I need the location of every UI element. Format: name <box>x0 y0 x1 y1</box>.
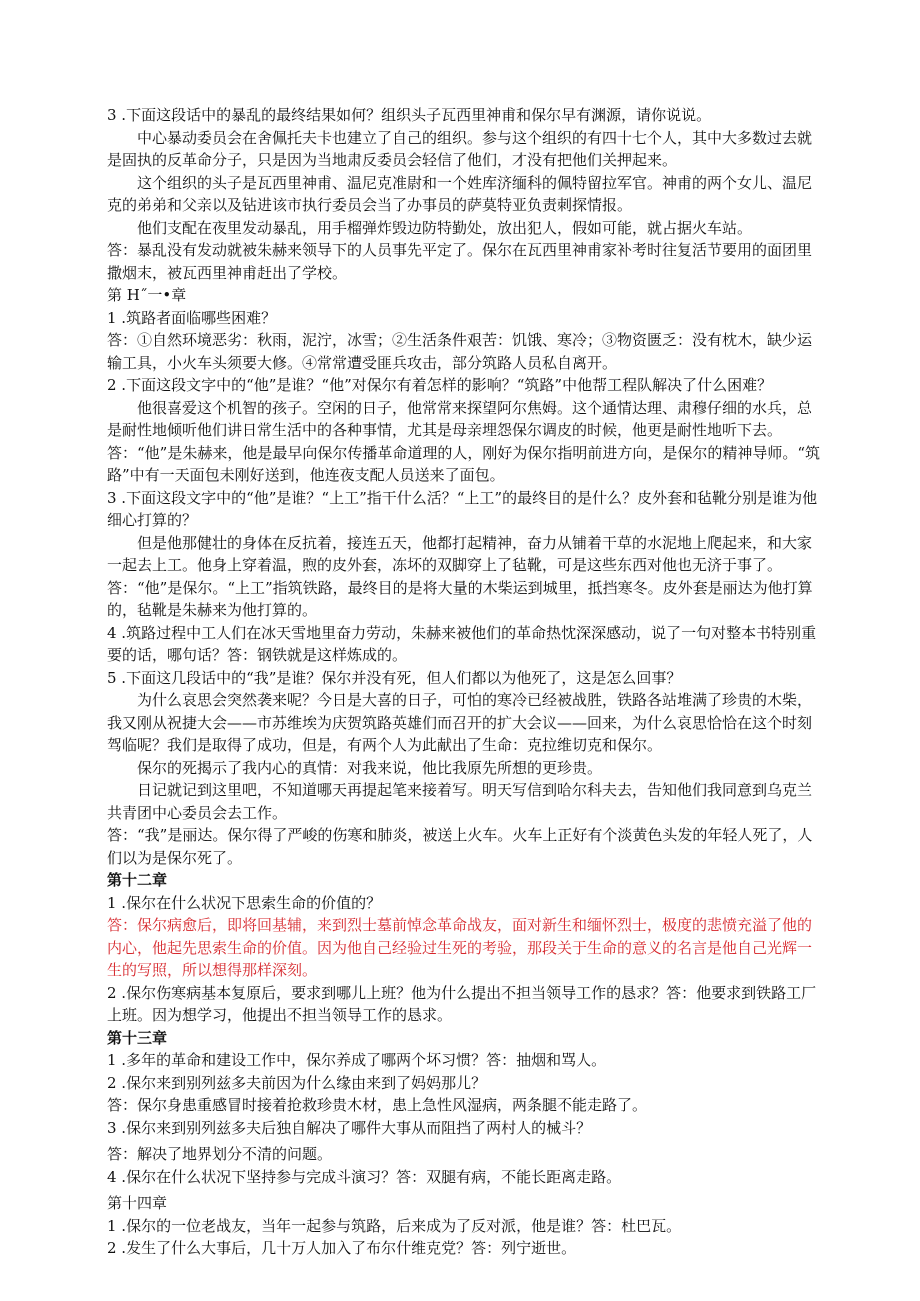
quoted-paragraph: 中心暴动委员会在舍佩托夫卡也建立了自己的组织。参与这个组织的有四十七个人，其中大多数过去就是固执的反革命分子，只是因为当地肃反委员会轻信了他们，才没有把他们关押起来。 <box>107 128 813 169</box>
quoted-paragraph: 保尔的死揭示了我内心的真情：对我来说，他比我原先所想的更珍贵。 <box>137 758 603 777</box>
quoted-paragraph: 他很喜爱这个机智的孩子。空闲的日子，他常常来探望阿尔焦姆。这个通情达理、肃穆仔细的水兵，总是耐性地倾听他们讲日常生活中的各种事情，尤其是母亲埋怨保尔调皮的时候，他更是耐性地听下去。 <box>107 398 813 439</box>
question: 1 .保尔在什么状况下思索生命的价值的？ <box>107 893 382 912</box>
answer-highlighted: 答：保尔病愈后，即将回基辅，来到烈士墓前悼念革命战友，面对新生和缅怀烈士，极度的悲愤充溢了他的内心，他起先思索生命的价值。因为他自己经验过生死的考验，那段关于生命的意义的名言是他自己光辉一生的写照，所以想得那样深刻。 <box>107 916 813 979</box>
question: 2 .下面这段文字中的“他”是谁？“他”对保尔有着怎样的影响？“筑路”中他帮工程队解决了什么困难？ <box>107 376 773 394</box>
question: 1 .保尔的一位老战友，当年一起参与筑路，后来成为了反对派，他是谁？答：杜巴瓦。 <box>107 1216 682 1235</box>
question: 5 .下面这几段话中的“我”是谁？保尔并没有死，但人们都以为他死了，这是怎么回事？ <box>107 668 682 687</box>
question: 2 .保尔来到别列兹多夫前因为什么缘由来到了妈妈那儿？ <box>107 1073 487 1092</box>
question: 2 .发生了什么大事后，几十万人加入了布尔什维克党？答：列宁逝世。 <box>107 1239 577 1257</box>
question: 3 .保尔来到别列兹多夫后独自解决了哪件大事从而阻挡了两村人的械斗？ <box>107 1118 592 1137</box>
answer: 答：“他”是保尔。“上工”指筑铁路，最终目的是将大量的木柴运到城里，抵挡寒冬。皮外套是丽达为他打算的，毡靴是朱赫来为他打算的。 <box>107 578 813 619</box>
quoted-paragraph: 日记就记到这里吧，不知道哪天再提起笔来接着写。明天写信到哈尔科夫去，告知他们我同意到乌克兰共青团中心委员会去工作。 <box>107 781 813 822</box>
quoted-paragraph: 这个组织的头子是瓦西里神甫、温尼克准尉和一个姓库济缅科的佩特留拉军官。神甫的两个女儿、温尼克的弟弟和父亲以及钻进该市执行委员会当了办事员的萨莫特亚负责刺探情报。 <box>107 173 813 214</box>
chapter-heading: 第 H˝一•章 <box>107 286 187 304</box>
question: 3 .下面这段文字中的“他”是谁？“上工”指干什么活？“上工”的最终目的是什么？皮外套和毡靴分别是谁为他细心打算的？ <box>107 488 818 529</box>
quoted-paragraph: 他们支配在夜里发动暴乱，用手榴弹炸毁边防特勤处，放出犯人，假如可能，就占据火车站。 <box>137 218 753 237</box>
question: 2 .保尔伤寒病基本复原后，要求到哪儿上班？他为什么提出不担当领导工作的恳求？答：他要求到铁路工厂上班。因为想学习，他提出不担当领导工作的恳求。 <box>107 983 817 1024</box>
chapter-heading: 第十三章 <box>107 1028 168 1047</box>
question: 3 .下面这段话中的暴乱的最终结果如何？组织头子瓦西里神甫和保尔早有渊源，请你说说。 <box>107 106 712 124</box>
answer: 答：“他”是朱赫来，他是最早向保尔传播革命道理的人，刚好为保尔指明前进方向，是保尔的精神导师。“筑路”中有一天面包未刚好送到，他连夜支配人员送来了面包。 <box>107 443 821 484</box>
quoted-paragraph: 但是他那健壮的身体在反抗着，接连五天，他都打起精神，奋力从铺着干草的水泥地上爬起来，和大家一起去上工。他身上穿着温，煦的皮外套，冻坏的双脚穿上了毡靴，可是这些东西对他也无济于事了。 <box>107 533 813 574</box>
question: 4 .筑路过程中工人们在冰天雪地里奋力劳动，朱赫来被他们的革命热忱深深感动，说了一句对整本书特别重要的话，哪句话？答：钢铁就是这样炼成的。 <box>107 623 817 664</box>
question: 1 .多年的革命和建设工作中，保尔养成了哪两个坏习惯？答：抽烟和骂人。 <box>107 1051 607 1069</box>
question: 1 .筑路者面临哪些困难？ <box>107 308 277 327</box>
chapter-heading: 第十二章 <box>107 871 168 889</box>
answer: 答：解决了地界划分不清的问题。 <box>107 1145 333 1163</box>
answer: 答：“我”是丽达。保尔得了严峻的伤寒和肺炎，被送上火车。火车上正好有个淡黄色头发的年轻人死了，人们以为是保尔死了。 <box>107 826 813 867</box>
question: 4 .保尔在什么状况下坚持参与完成斗演习？答：双腿有病，不能长距离走路。 <box>107 1167 622 1186</box>
quoted-paragraph: 为什么哀思会突然袭来呢？今日是大喜的日子，可怕的寒冷已经被战胜，铁路各站堆满了珍贵的木柴，我又刚从祝捷大会——市苏维埃为庆贺筑路英雄们而召开的扩大会议——回来，为什么哀思恰恰在这个时刻驾临呢？我们是取得了成功，但是，有两个人为此献出了生命：克拉维切克和保尔。 <box>107 691 813 754</box>
answer: 答：保尔身患重感冒时接着抢救珍贵木材，患上急性风湿病，两条腿不能走路了。 <box>107 1096 648 1114</box>
answer: 答：①自然环境恶劣：秋雨，泥泞，冰雪；②生活条件艰苦：饥饿、寒冷；③物资匮乏：没有枕木，缺少运输工具，小火车头须要大修。④常常遭受匪兵攻击，部分筑路人员私自离开。 <box>107 331 813 372</box>
answer: 答：暴乱没有发动就被朱赫来领导下的人员事先平定了。保尔在瓦西里神甫家补考时往复活节要用的面团里撒烟末，被瓦西里神甫赶出了学校。 <box>107 241 813 282</box>
chapter-heading: 第十四章 <box>107 1194 168 1212</box>
